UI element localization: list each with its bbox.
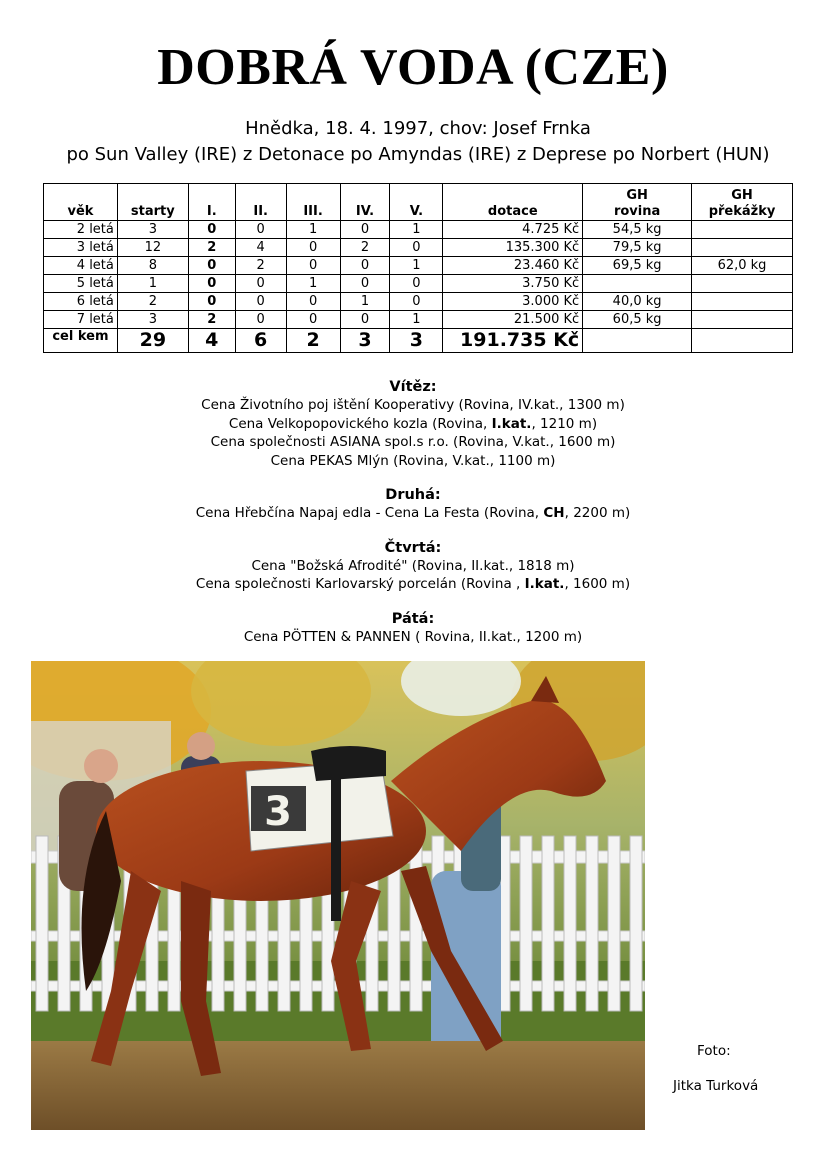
total-third: 2	[286, 329, 340, 353]
total-gh-flat	[583, 329, 692, 353]
second-heading: Druhá:	[385, 487, 441, 503]
header-fourth: IV.	[340, 184, 390, 221]
cell-first: 0	[188, 221, 235, 239]
cell-first: 0	[188, 293, 235, 311]
section-fifth	[0, 610, 826, 647]
race-record-table	[43, 183, 793, 353]
winner-heading: Vítěz:	[389, 379, 437, 395]
cell-fifth: 1	[390, 221, 443, 239]
cell-age: 2 letá	[44, 221, 118, 239]
header-gh-jump: GH překážky	[692, 184, 793, 221]
cell-first: 0	[188, 257, 235, 275]
fence-picket	[542, 836, 554, 1011]
cell-gh-jump: 62,0 kg	[692, 257, 793, 275]
cell-fourth: 0	[340, 221, 390, 239]
fence-picket	[630, 836, 642, 1011]
cell-third: 1	[286, 275, 340, 293]
cell-gh-jump	[692, 311, 793, 329]
cell-fourth: 1	[340, 293, 390, 311]
cell-second: 0	[235, 293, 286, 311]
cell-starts: 2	[117, 293, 188, 311]
header-second: II.	[235, 184, 286, 221]
cell-gh-jump	[692, 239, 793, 257]
cell-prize: 135.300 Kč	[443, 239, 583, 257]
cell-first: 2	[188, 311, 235, 329]
total-second: 6	[235, 329, 286, 353]
race-line: Cena Velkopopovického kozla (Rovina, I.kat., 1210 m)	[228, 415, 598, 432]
race-line: Cena společnosti Karlovarský porcelán (Rovina , I.kat., 1600 m)	[195, 576, 631, 592]
cell-starts: 12	[117, 239, 188, 257]
race-line: Cena PEKAS Mlýn (Rovina, V.kat., 1100 m)	[270, 452, 556, 469]
table-header-row	[44, 184, 793, 221]
cell-fifth: 0	[390, 239, 443, 257]
cell-fourth: 0	[340, 275, 390, 293]
total-fourth: 3	[340, 329, 390, 353]
table-row	[44, 239, 793, 257]
total-label: cel kem	[44, 329, 118, 353]
cell-second: 0	[235, 221, 286, 239]
cell-fifth: 0	[390, 275, 443, 293]
header-starts: starty	[117, 184, 188, 221]
cell-third: 0	[286, 257, 340, 275]
race-line: Cena "Božská Afrodité" (Rovina, II.kat., 1818 m)	[251, 557, 575, 574]
cell-gh-flat: 60,5 kg	[583, 311, 692, 329]
fence-picket	[520, 836, 532, 1011]
pedigree-line: po Sun Valley (IRE) z Detonace po Amyndas (IRE) z Deprese po Norbert (HUN)	[66, 144, 770, 165]
cell-prize: 3.750 Kč	[443, 275, 583, 293]
cell-third: 0	[286, 311, 340, 329]
cell-fifth: 0	[390, 293, 443, 311]
cell-second: 4	[235, 239, 286, 257]
cell-second: 0	[235, 275, 286, 293]
fence-picket	[410, 836, 422, 1011]
cell-first: 2	[188, 239, 235, 257]
table-row	[44, 275, 793, 293]
cell-age: 7 letá	[44, 311, 118, 329]
section-fourth	[0, 539, 826, 594]
cell-gh-flat: 69,5 kg	[583, 257, 692, 275]
horse-info-line: Hnědka, 18. 4. 1997, chov: Josef Frnka	[245, 118, 591, 139]
cell-gh-flat: 40,0 kg	[583, 293, 692, 311]
photo-credit-name: Jitka Turková	[673, 1078, 759, 1094]
fence-picket	[586, 836, 598, 1011]
cell-starts: 1	[117, 275, 188, 293]
table-row	[44, 221, 793, 239]
cell-age: 3 letá	[44, 239, 118, 257]
cell-prize: 4.725 Kč	[443, 221, 583, 239]
saddle-cloth-number: 3	[264, 789, 292, 835]
photo-credit-label: Foto:	[697, 1043, 731, 1059]
cell-gh-jump	[692, 221, 793, 239]
cell-fifth: 1	[390, 311, 443, 329]
header-first: I.	[188, 184, 235, 221]
total-first: 4	[188, 329, 235, 353]
cell-gh-jump	[692, 275, 793, 293]
header-third: III.	[286, 184, 340, 221]
cell-starts: 8	[117, 257, 188, 275]
cell-gh-flat: 54,5 kg	[583, 221, 692, 239]
total-gh-jump	[692, 329, 793, 353]
race-wins-list	[0, 378, 826, 662]
cell-prize: 23.460 Kč	[443, 257, 583, 275]
horse-name-title: DOBRÁ VODA (CZE)	[157, 39, 669, 96]
table-row	[44, 311, 793, 329]
cell-fourth: 2	[340, 239, 390, 257]
table-row	[44, 293, 793, 311]
cell-gh-jump	[692, 293, 793, 311]
race-line: Cena PÖTTEN & PANNEN ( Rovina, II.kat., 1200 m)	[243, 628, 583, 645]
cell-fifth: 1	[390, 257, 443, 275]
cell-age: 6 letá	[44, 293, 118, 311]
fifth-heading: Pátá:	[391, 610, 435, 627]
race-line: Cena Hřebčína Napaj edla - Cena La Festa (Rovina, CH, 2200 m)	[195, 505, 631, 521]
section-second	[0, 486, 826, 523]
cell-starts: 3	[117, 221, 188, 239]
cell-starts: 3	[117, 311, 188, 329]
cell-prize: 3.000 Kč	[443, 293, 583, 311]
cell-second: 2	[235, 257, 286, 275]
cell-fourth: 0	[340, 257, 390, 275]
header-age: věk	[44, 184, 118, 221]
table-total-row	[44, 329, 793, 353]
header-fifth: V.	[390, 184, 443, 221]
cell-third: 1	[286, 221, 340, 239]
cell-age: 4 letá	[44, 257, 118, 275]
fence-picket	[36, 836, 48, 1011]
race-line: Cena společnosti ASIANA spol.s r.o. (Rovina, V.kat., 1600 m)	[210, 434, 616, 450]
cell-gh-flat	[583, 275, 692, 293]
cell-fourth: 0	[340, 311, 390, 329]
header-prize: dotace	[443, 184, 583, 221]
fence-picket	[608, 836, 620, 1011]
total-prize: 191.735 Kč	[443, 329, 583, 353]
cell-gh-flat: 79,5 kg	[583, 239, 692, 257]
fence-picket	[564, 836, 576, 1011]
fourth-heading: Čtvrtá:	[384, 539, 442, 556]
race-line: Cena Životního poj ištění Kooperativy (Rovina, IV.kat., 1300 m)	[201, 397, 625, 413]
header-gh-flat: GH rovina	[583, 184, 692, 221]
table-row	[44, 257, 793, 275]
total-starts: 29	[117, 329, 188, 353]
cell-third: 0	[286, 239, 340, 257]
cell-second: 0	[235, 311, 286, 329]
cell-third: 0	[286, 293, 340, 311]
horse-photo	[31, 661, 645, 1130]
cell-prize: 21.500 Kč	[443, 311, 583, 329]
cell-first: 0	[188, 275, 235, 293]
section-winner	[0, 378, 826, 470]
total-fifth: 3	[390, 329, 443, 353]
cell-age: 5 letá	[44, 275, 118, 293]
